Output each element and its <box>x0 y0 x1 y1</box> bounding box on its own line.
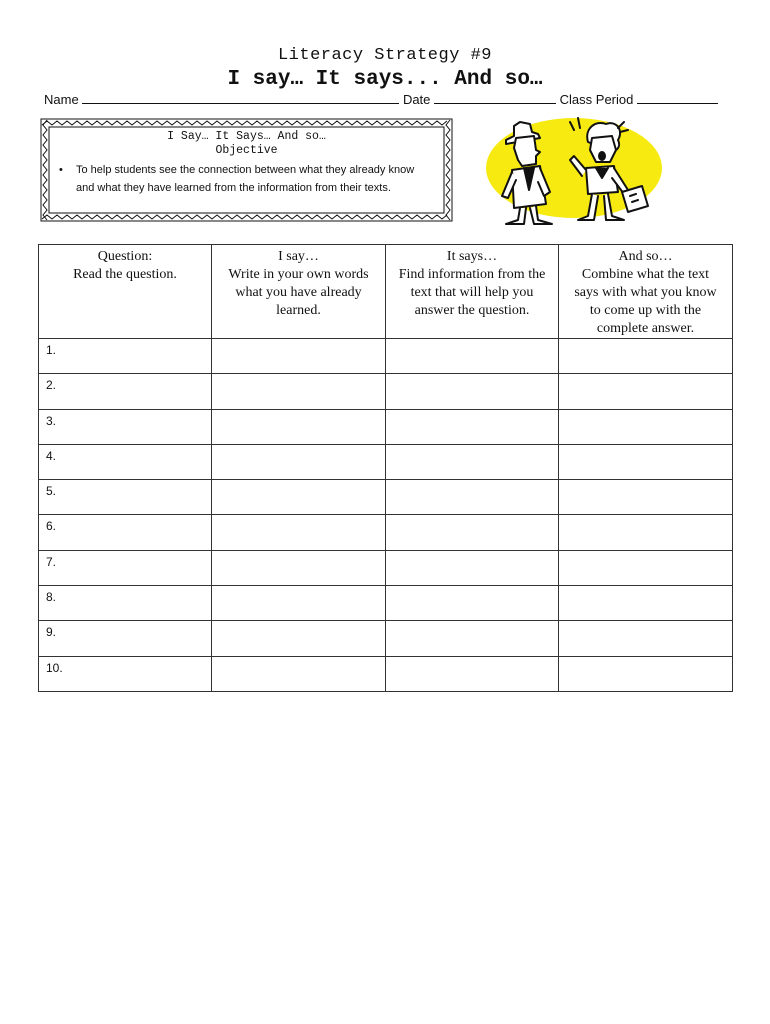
table-body <box>39 339 733 692</box>
name-field[interactable] <box>82 91 399 104</box>
table-row <box>39 656 733 691</box>
i-say-cell[interactable] <box>212 374 386 409</box>
name-label: Name <box>44 92 79 107</box>
row-number: 3. <box>46 413 57 428</box>
table-row <box>39 515 733 550</box>
objective-subheading: Objective <box>215 144 278 157</box>
strategy-title: Literacy Strategy #9 <box>277 46 493 65</box>
column-header-it-says: It says… Find information from the text that will help you answer the question. <box>386 245 559 339</box>
question-cell[interactable] <box>39 480 212 515</box>
objective-list-item <box>56 161 436 197</box>
i-say-cell[interactable] <box>212 550 386 585</box>
row-number: 10. <box>46 660 63 675</box>
class-period-field[interactable] <box>637 91 718 104</box>
it-says-cell[interactable] <box>386 550 559 585</box>
question-cell[interactable] <box>39 586 212 621</box>
question-cell[interactable] <box>39 444 212 479</box>
i-say-cell[interactable] <box>212 515 386 550</box>
it-says-cell[interactable] <box>386 339 559 374</box>
it-says-cell[interactable] <box>386 621 559 656</box>
question-cell[interactable] <box>39 374 212 409</box>
student-info-fields <box>44 91 718 107</box>
it-says-cell[interactable] <box>386 480 559 515</box>
table-row <box>39 550 733 585</box>
row-number: 9. <box>46 625 57 640</box>
i-say-cell[interactable] <box>212 621 386 656</box>
objective-heading: I Say… It Says… And so… <box>167 130 326 143</box>
it-says-cell[interactable] <box>386 374 559 409</box>
table-header-row <box>39 245 733 339</box>
two-cartoon-people-talking-icon <box>484 116 664 231</box>
objective-line-2: and what they have learned from the information from their texts. <box>76 182 391 194</box>
date-label: Date <box>402 92 431 107</box>
i-say-cell[interactable] <box>212 656 386 691</box>
it-says-cell[interactable] <box>386 656 559 691</box>
question-cell[interactable] <box>39 339 212 374</box>
row-number: 8. <box>46 590 57 605</box>
page-title: I say… It says... And so… <box>227 68 543 91</box>
row-number: 6. <box>46 519 57 534</box>
strategy-table <box>38 244 733 692</box>
objective-list <box>56 161 436 197</box>
row-number: 1. <box>46 343 57 357</box>
and-so-cell[interactable] <box>559 621 733 656</box>
question-cell[interactable] <box>39 550 212 585</box>
i-say-cell[interactable] <box>212 409 386 444</box>
objective-box <box>40 118 453 222</box>
bullet-icon: • <box>59 164 63 176</box>
it-says-cell[interactable] <box>386 586 559 621</box>
row-number: 5. <box>46 484 57 499</box>
and-so-cell[interactable] <box>559 339 733 374</box>
and-so-cell[interactable] <box>559 515 733 550</box>
i-say-cell[interactable] <box>212 480 386 515</box>
objective-line-1: To help students see the connection between what they already know <box>76 164 415 176</box>
table-row <box>39 586 733 621</box>
table-row <box>39 409 733 444</box>
table-row <box>39 339 733 374</box>
and-so-cell[interactable] <box>559 444 733 479</box>
question-cell[interactable] <box>39 409 212 444</box>
question-cell[interactable] <box>39 656 212 691</box>
objective-content <box>50 128 443 212</box>
row-number: 7. <box>46 554 57 569</box>
column-header-i-say: I say… Write in your own words what you have already learned. <box>212 245 386 339</box>
table-row <box>39 374 733 409</box>
column-header-and-so: And so… Combine what the text says with what you know to come up with the complete answer. <box>559 245 733 339</box>
and-so-cell[interactable] <box>559 656 733 691</box>
question-cell[interactable] <box>39 515 212 550</box>
i-say-cell[interactable] <box>212 444 386 479</box>
and-so-cell[interactable] <box>559 550 733 585</box>
table-row <box>39 621 733 656</box>
column-header-question: Question: Read the question. <box>39 245 212 339</box>
table-row <box>39 480 733 515</box>
question-cell[interactable] <box>39 621 212 656</box>
and-so-cell[interactable] <box>559 480 733 515</box>
it-says-cell[interactable] <box>386 409 559 444</box>
date-field[interactable] <box>434 91 556 104</box>
and-so-cell[interactable] <box>559 374 733 409</box>
i-say-cell[interactable] <box>212 586 386 621</box>
and-so-cell[interactable] <box>559 409 733 444</box>
it-says-cell[interactable] <box>386 515 559 550</box>
row-number: 4. <box>46 448 57 463</box>
and-so-cell[interactable] <box>559 586 733 621</box>
class-period-label: Class Period <box>559 92 634 107</box>
i-say-cell[interactable] <box>212 339 386 374</box>
row-number: 2. <box>46 378 57 393</box>
it-says-cell[interactable] <box>386 444 559 479</box>
table-row <box>39 444 733 479</box>
